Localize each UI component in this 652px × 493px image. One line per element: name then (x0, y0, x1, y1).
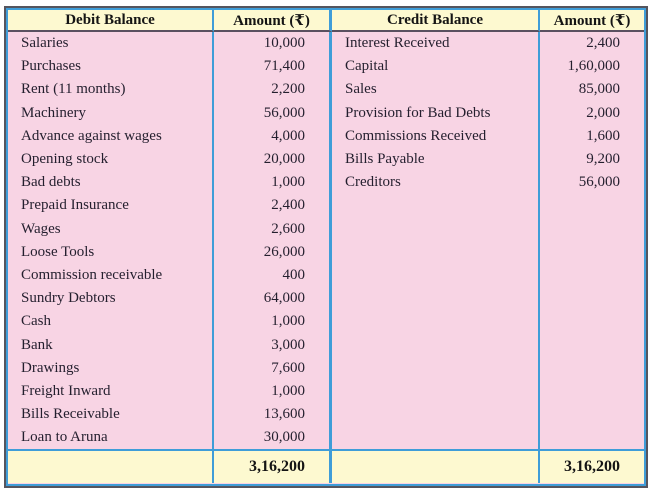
debit-amount-value: 4,000 (214, 125, 332, 148)
debit-amount-value: 1,000 (214, 171, 332, 194)
credit-account-label (332, 357, 540, 380)
footer-spacer-credit (332, 449, 540, 483)
debit-account-label: Advance against wages (8, 125, 214, 148)
debit-account-label: Opening stock (8, 148, 214, 171)
debit-account-label: Loose Tools (8, 241, 214, 264)
debit-account-label: Bad debts (8, 171, 214, 194)
credit-amount-value: 2,000 (540, 102, 644, 125)
debit-account-label: Salaries (8, 32, 214, 55)
debit-amount-value: 64,000 (214, 287, 332, 310)
credit-amount-value: 2,400 (540, 32, 644, 55)
debit-account-label: Purchases (8, 55, 214, 78)
credit-account-label: Sales (332, 78, 540, 101)
credit-amount-value (540, 241, 644, 264)
debit-amount-value: 71,400 (214, 55, 332, 78)
credit-account-label (332, 380, 540, 403)
credit-amount-value (540, 403, 644, 426)
debit-account-label: Freight Inward (8, 380, 214, 403)
debit-total-value: 3,16,200 (214, 449, 332, 483)
credit-amount-value (540, 357, 644, 380)
debit-account-label: Wages (8, 218, 214, 241)
header-credit-balance: Credit Balance (332, 10, 540, 32)
credit-amount-value (540, 264, 644, 287)
debit-account-label: Bank (8, 333, 214, 356)
debit-amount-value: 7,600 (214, 357, 332, 380)
credit-amount-value: 56,000 (540, 171, 644, 194)
header-debit-amount: Amount (₹) (214, 10, 332, 32)
credit-account-label (332, 333, 540, 356)
credit-amount-value (540, 310, 644, 333)
credit-account-label: Provision for Bad Debts (332, 102, 540, 125)
credit-amount-value (540, 426, 644, 449)
credit-account-label (332, 426, 540, 449)
credit-account-label: Creditors (332, 171, 540, 194)
debit-account-label: Bills Receivable (8, 403, 214, 426)
credit-account-label (332, 287, 540, 310)
credit-account-label: Bills Payable (332, 148, 540, 171)
credit-account-label: Capital (332, 55, 540, 78)
trial-balance-table (4, 6, 648, 488)
footer-spacer-debit (8, 449, 214, 483)
debit-amount-value: 20,000 (214, 148, 332, 171)
credit-amount-value: 9,200 (540, 148, 644, 171)
debit-amount-value: 30,000 (214, 426, 332, 449)
credit-amount-value: 1,600 (540, 125, 644, 148)
credit-account-label (332, 403, 540, 426)
debit-account-label: Prepaid Insurance (8, 194, 214, 217)
debit-amount-value: 2,600 (214, 218, 332, 241)
debit-amount-value: 13,600 (214, 403, 332, 426)
debit-account-label: Sundry Debtors (8, 287, 214, 310)
table-grid (8, 10, 644, 484)
credit-account-label: Interest Received (332, 32, 540, 55)
credit-account-label (332, 218, 540, 241)
credit-amount-value (540, 218, 644, 241)
debit-amount-value: 3,000 (214, 333, 332, 356)
credit-account-label: Commissions Received (332, 125, 540, 148)
debit-amount-value: 1,000 (214, 380, 332, 403)
debit-account-label: Drawings (8, 357, 214, 380)
credit-account-label (332, 194, 540, 217)
debit-account-label: Commission receivable (8, 264, 214, 287)
debit-amount-value: 56,000 (214, 102, 332, 125)
debit-amount-value: 2,200 (214, 78, 332, 101)
debit-amount-value: 2,400 (214, 194, 332, 217)
debit-amount-value: 10,000 (214, 32, 332, 55)
header-credit-amount: Amount (₹) (540, 10, 644, 32)
credit-account-label (332, 241, 540, 264)
header-debit-balance: Debit Balance (8, 10, 214, 32)
debit-account-label: Rent (11 months) (8, 78, 214, 101)
credit-account-label (332, 264, 540, 287)
credit-amount-value (540, 333, 644, 356)
credit-amount-value: 1,60,000 (540, 55, 644, 78)
debit-account-label: Machinery (8, 102, 214, 125)
credit-amount-value (540, 194, 644, 217)
credit-amount-value (540, 287, 644, 310)
table-inner-frame (6, 8, 646, 486)
debit-account-label: Cash (8, 310, 214, 333)
debit-amount-value: 26,000 (214, 241, 332, 264)
credit-account-label (332, 310, 540, 333)
debit-amount-value: 400 (214, 264, 332, 287)
credit-amount-value (540, 380, 644, 403)
debit-amount-value: 1,000 (214, 310, 332, 333)
credit-total-value: 3,16,200 (540, 449, 644, 483)
credit-amount-value: 85,000 (540, 78, 644, 101)
debit-account-label: Loan to Aruna (8, 426, 214, 449)
